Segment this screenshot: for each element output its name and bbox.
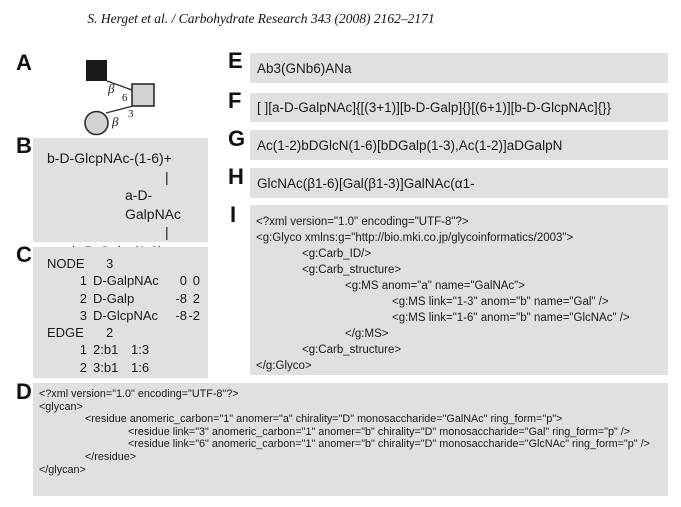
panel-label-f: F (228, 88, 242, 113)
xml-line: <residue link="3" anomeric_carbon="1" anomer="b" chirality="D" monosaccharide="Gal" ring_form="p" /> (128, 425, 631, 438)
kcf-edge-header (47, 324, 208, 341)
kcf-node-row (47, 272, 208, 289)
kcf-edge-row (47, 359, 208, 376)
node-name: D-GlcpNAc (93, 307, 159, 323)
iupac-branch-bar: | (165, 224, 169, 240)
panel-label-b: B (16, 133, 32, 158)
kcf-node-header (47, 255, 208, 272)
iupac-line: b-D-GlcpNAc-(1-6)+ (47, 150, 172, 166)
linucs-text: [ ][a-D-GalpNAc]{[(3+1)][b-D-Galp]{}[(6+1)][b-D-GlcpNAc]{}} (257, 100, 612, 115)
xml-line: <g:MS anom="a" name="GalNAc"> (345, 280, 525, 292)
kcf-edge-count: 2 (106, 325, 114, 341)
edge-link: 1:6 (131, 359, 150, 375)
node-number: 2 (79, 290, 87, 306)
xml-line: <g:Carb_structure> (302, 264, 402, 276)
xml-line: </glycan> (39, 463, 86, 476)
node-number: 1 (79, 273, 87, 289)
edge-number: 2 (79, 359, 87, 375)
bcsdb-text: Ac(1-2)bDGlcN(1-6)[bDGalp(1-3),Ac(1-2)]aDGalpN (257, 137, 563, 153)
edge-link: 1:3 (131, 342, 150, 358)
xml-line: </residue> (85, 450, 137, 463)
panel-label-a: A (16, 50, 32, 75)
open-square-icon (132, 84, 154, 106)
panel-i-glyco-xml-box (250, 205, 668, 375)
panel-c-kcf-box (33, 247, 208, 378)
node-name: D-Galp (93, 290, 135, 306)
node-y: 2 (192, 290, 200, 306)
citation-header: S. Herget et al. / Carbohydrate Research 343 (2008) 2162–2171 (87, 11, 435, 26)
panel-f-linucs-box (250, 93, 668, 122)
xml-line: <g:MS link="1-6" anom="b" name="GlcNAc" /> (392, 312, 630, 324)
kcf-node-row (47, 290, 208, 307)
kcf-node-count: 3 (106, 256, 114, 271)
node-x: -8 (175, 307, 187, 323)
edge-bond: 2:b1 (93, 342, 119, 358)
glycan-symbol-diagram (80, 55, 175, 140)
panel-label-c: C (16, 242, 32, 267)
xml-line: <?xml version="1.0" encoding="UTF-8"?> (256, 216, 469, 228)
panel-b-iupac-box (33, 138, 208, 242)
panel-e-linearcode-box (250, 53, 668, 83)
edge-number: 1 (79, 342, 87, 358)
panel-label-i: I (230, 202, 237, 227)
linearcode-text: Ab3(GNb6)ANa (257, 60, 352, 76)
panel-g-bcsdb-box (250, 130, 668, 160)
panel-h-cfg-box (250, 168, 668, 198)
cfg-text: GlcNAc(β1-6)[Gal(β1-3)]GalNAc(α1- (257, 175, 475, 191)
xml-line: <glycan> (39, 400, 83, 413)
kcf-keyword: EDGE (47, 325, 84, 341)
node-number: 3 (79, 307, 87, 323)
node-x: -8 (175, 290, 187, 306)
xml-line: <g:Glyco xmlns:g="http://bio.mki.co.jp/glycoinformatics/2003"> (256, 232, 574, 244)
xml-line: </g:MS> (345, 328, 389, 340)
panel-label-e: E (228, 48, 243, 73)
iupac-line: a-D-GalpNAc (125, 187, 182, 222)
panel-label-h: H (228, 164, 244, 189)
open-circle-icon (85, 112, 108, 135)
node-name: D-GalpNAc (93, 273, 159, 289)
xml-line: <g:Carb_structure> (302, 344, 402, 356)
linkage-3-label: 3 (128, 108, 134, 120)
xml-line: <g:MS link="1-3" anom="b" name="Gal" /> (392, 296, 609, 308)
xml-line: <g:Carb_ID/> (302, 248, 372, 260)
anomer-beta-top-label: β (108, 81, 115, 96)
node-y: -2 (188, 307, 200, 323)
panel-label-g: G (228, 126, 246, 151)
node-y: 0 (192, 273, 200, 289)
iupac-branch-bar: | (165, 168, 169, 185)
node-x: 0 (179, 273, 187, 289)
kcf-node-row (47, 307, 208, 324)
kcf-keyword: NODE (47, 256, 85, 271)
linkage-6-label: 6 (122, 92, 128, 104)
kcf-edge-row (47, 341, 208, 358)
panel-d-xml-box (33, 383, 668, 496)
xml-line: <residue link="6" anomeric_carbon="1" anomer="b" chirality="D" monosaccharide="GlcNAc" ring_form="p" /> (128, 438, 650, 451)
edge-bond: 3:b1 (93, 359, 119, 375)
anomer-beta-bottom-label: β (112, 114, 119, 129)
filled-square-icon (86, 60, 107, 81)
xml-line: <?xml version="1.0" encoding="UTF-8"?> (39, 388, 239, 400)
xml-line: </g:Glyco> (256, 360, 312, 372)
panel-label-d: D (16, 379, 32, 404)
xml-line: <residue anomeric_carbon="1" anomer="a" chirality="D" monosaccharide="GalNAc" ring_form="p"> (85, 413, 563, 426)
